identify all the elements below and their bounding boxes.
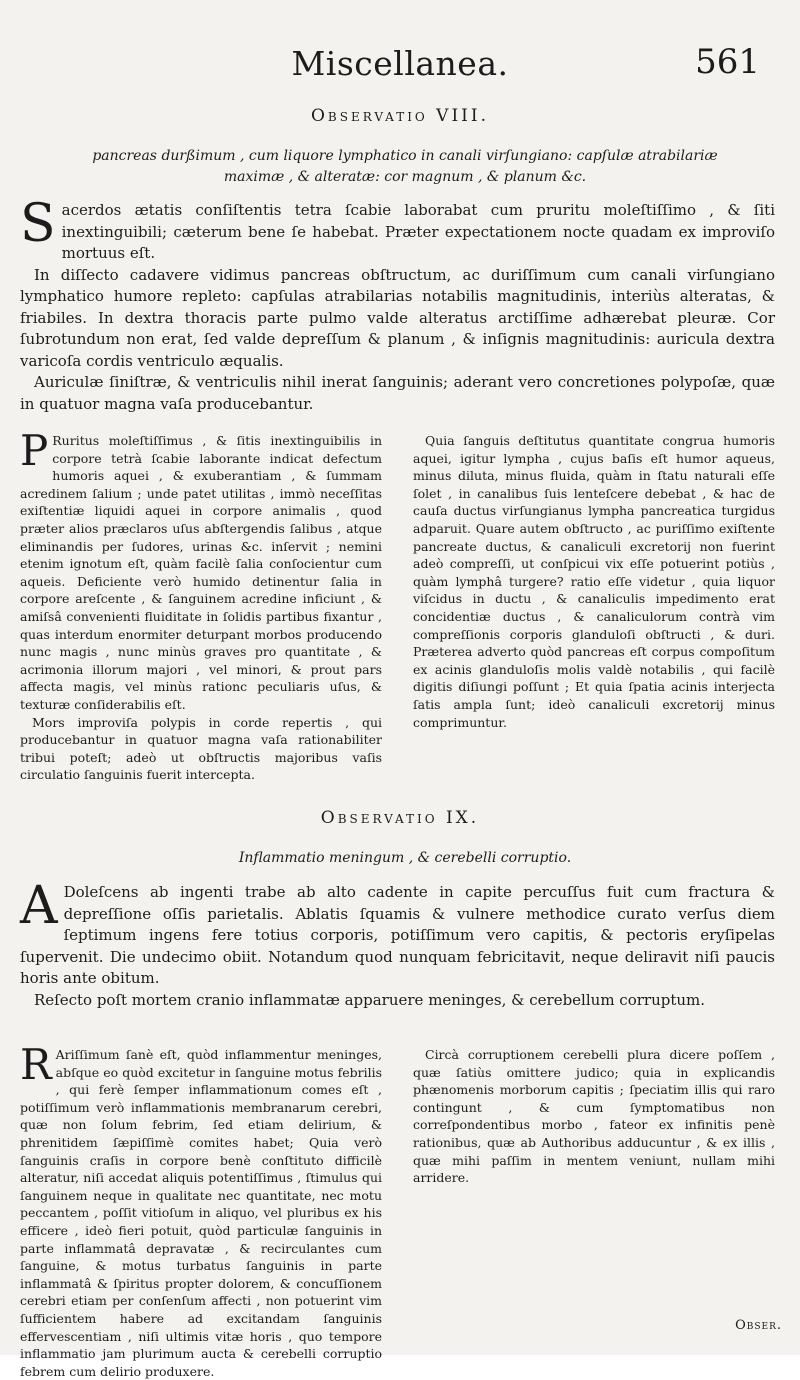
commentary-paragraph: Mors improviſa polypis in corde repertis , qui producebantur in quatuor magna vaſa rationabiliter tribui poteſt; adeò ut obſtructis majoribus vaſis circulatio ſanguinis fuerit intercepta. <box>20 714 382 783</box>
observation-8-case <box>20 194 775 415</box>
observation-9-heading: Observatio IX. <box>320 808 480 828</box>
catchword: Obser. <box>735 1318 782 1333</box>
drop-cap: A <box>20 876 58 936</box>
observation-8-auricle-paragraph: Auriculæ ſiniſtræ, & ventriculis nihil inerat ſanguinis; aderant vero concretiones polypoſæ, quæ in quatuor magna vaſa producebantur. <box>20 373 775 413</box>
observation-8-dissection-paragraph: In diſſecto cadavere vidimus pancreas obſtructum, ac duriſſimum cum canali virſungiano lymphatico humore repleto: capſulas atrabilarias notabilis magnitudinis, interiùs alteratas, & friabiles. In dextra thoracis parte pulmo valde alteratus arctiſſime adhærebat pleuræ. Cor ſubrotundum non erat, ſed valde depreſſum & planum , & inſignis magnitudinis: auricula dextra varicoſa cordis ventriculo æqualis. <box>20 265 775 370</box>
commentary-paragraph: P Ruritus moleſtiſſimus , & ſitis inextinguibilis in corpore tetrà ſcabie laborante indicat defectum humoris aquei , & exuberantiam , & ſummam acredinem ſalium ; unde patet utilitas , immò neceſſitas exiſtentiæ liquidi aquei in corpore animalis , quod præter alios præclaros uſus abſtergendis ſalibus , atque eliminandis per ſudores, urinas &c. inſervit ; nemini etenim ignotum eſt, quàm facilè ſalia conſocientur cum aqueis. Deficiente verò humido detinentur ſalia in corpore areſcente , & ſanguinem acredine inficiunt , & amiſsâ convenienti fluiditate in ſolidis partibus fixantur , quas interdum enormiter deturpant morbos producendo nunc magis , nunc minùs graves pro quantitate , & acrimonia illorum majori , vel minori, & prout pars affecta magis, vel minùs rationc peculiaris uſus, & texturæ conſiderabilis eſt. <box>20 426 382 712</box>
observation-9-left-column <box>20 1040 382 1380</box>
observation-8-commentary <box>20 426 775 784</box>
drop-cap: S <box>20 194 56 254</box>
commentary-paragraph: Circà corruptionem cerebelli plura dicere poſſem , quæ ſatiùs omittere judico; quia in explicandis phænomenis morborum capitis ; ſpeciatim illis qui raro contingunt , & cum ſymptomatibus non correſpondentibus morbo , fateor ex infinitis penè rationibus, quæ ab Authoribus adducuntur , & ex illis , quæ mihi paſſim in mentem veniunt, nullam mihi arridere. <box>413 1047 775 1186</box>
observation-9-case <box>20 876 775 1011</box>
drop-cap: R <box>20 1040 52 1089</box>
observation-8-case-paragraph: Sacerdos ætatis conſiſtentis tetra ſcabie laborabat cum pruritu moleſtiſſimo , & ſiti inextinguibili; cæterum bene ſe habebat. Præter expectationem nocte quadam ex improviſo mortuus eſt. <box>20 194 775 262</box>
observation-8-heading: Observatio VIII. <box>310 106 490 126</box>
observation-8-right-column <box>413 432 775 784</box>
drop-cap: P <box>20 426 49 475</box>
observation-9-subtitle: Inflammatio meningum , & cerebelli corruptio. <box>238 850 572 866</box>
commentary-paragraph: Quia ſanguis deſtitutus quantitate congrua humoris aquei, igitur lympha , cujus baſis eſt humor aqueus, minus diluta, minus fluida, quàm in ſtatu naturali eſſe ſolet , in canalibus ſuis lenteſcere debebat , & hac de cauſa ductus virſungianus lympha pancreatica turgidus adparuit. Quare autem obſtructo , ac puriſſimo exiſtente pancreate ductus, & canaliculi excretorij non fuerint adeò compreſſi, ut conſpicui vix eſſe potuerint potiùs , quàm lymphâ turgere? ratio eſſe videtur , quia liquor viſcidus in ductu , & canaliculis impedimento erat concidentiæ ductus , & canaliculorum contrà vim compreſſionis corporis glanduloſi obſtructi , & duri. Præterea adverto quòd pancreas eſt corpus compoſitum ex acinis glanduloſis molis valdè notabilis , qui facilè digitis diſiungi poſſunt ; Et quia ſpatia acinis interjecta ſatis ampla ſunt; ideò canaliculi excretorij minus comprimuntur. <box>413 433 775 730</box>
observation-8-subtitle: pancreas durßimum , cum liquore lymphatico in canali virſungiano: capſulæ atrabilariæ maximæ , & alteratæ: cor magnum , & planum &c. <box>92 148 718 185</box>
page-number: 561 <box>695 42 760 82</box>
running-title: Miscellanea. <box>291 44 509 83</box>
observation-8-left-column <box>20 426 382 784</box>
observation-9-commentary <box>20 1040 775 1380</box>
observation-9-autopsy-paragraph: Reſecto poſt mortem cranio inflammatæ apparuere meninges, & cerebellum corruptum. <box>34 990 706 1009</box>
commentary-paragraph: R Ariſſimum ſanè eſt, quòd inflammentur meninges, abſque eo quòd excitetur in ſanguine motus febrilis , qui ferè ſemper inflammationum comes eſt , potiſſimum verò inflammationis membranarum cerebri, quæ non ſolum febrim, ſed etiam delirium, & phrenitidem ſæpiſſimè comites habet; Quia verò ſanguinis craſis in corpore benè conſtituto difficilè alteratur, niſi accedat aliquis potentiſſimus , ſtimulus qui ſanguinem neque in qualitate nec quantitate, nec motu peccantem , poſſit vitioſum in aliquo, vel pluribus ex his efficere , ideò fieri potuit, quòd particulæ ſanguinis in parte inflammatâ depravatæ , & recirculantes cum ſanguine, & motus turbatus ſanguinis in parte inflammatâ & ſpiritus propter dolorem, & concuſſionem cerebri etiam per conſenſum affecti , non potuerint vim ſufficientem habere ad excitandam ſanguinis effervescentiam , niſi ultimis vitæ horis , quo tempore inflammatio jam plurimum aucta & cerebelli corruptio febrem cum delirio produxere. <box>20 1040 382 1379</box>
observation-9-case-paragraph: A Doleſcens ab ingenti trabe ab alto cadente in capite percuſſus fuit cum fractura & depreſſione oſſis parietalis. Ablatis ſquamis & vulnere methodice curato verſus diem ſeptimum ingens fere totius corporis, potiſſimum vero capitis, & pectoris eryſipelas ſupervenit. Die undecimo obiit. Notandum quod nunquam febricitavit, neque deliravit niſi paucis horis ante obitum. <box>20 876 775 987</box>
observation-9-right-column <box>413 1046 775 1380</box>
